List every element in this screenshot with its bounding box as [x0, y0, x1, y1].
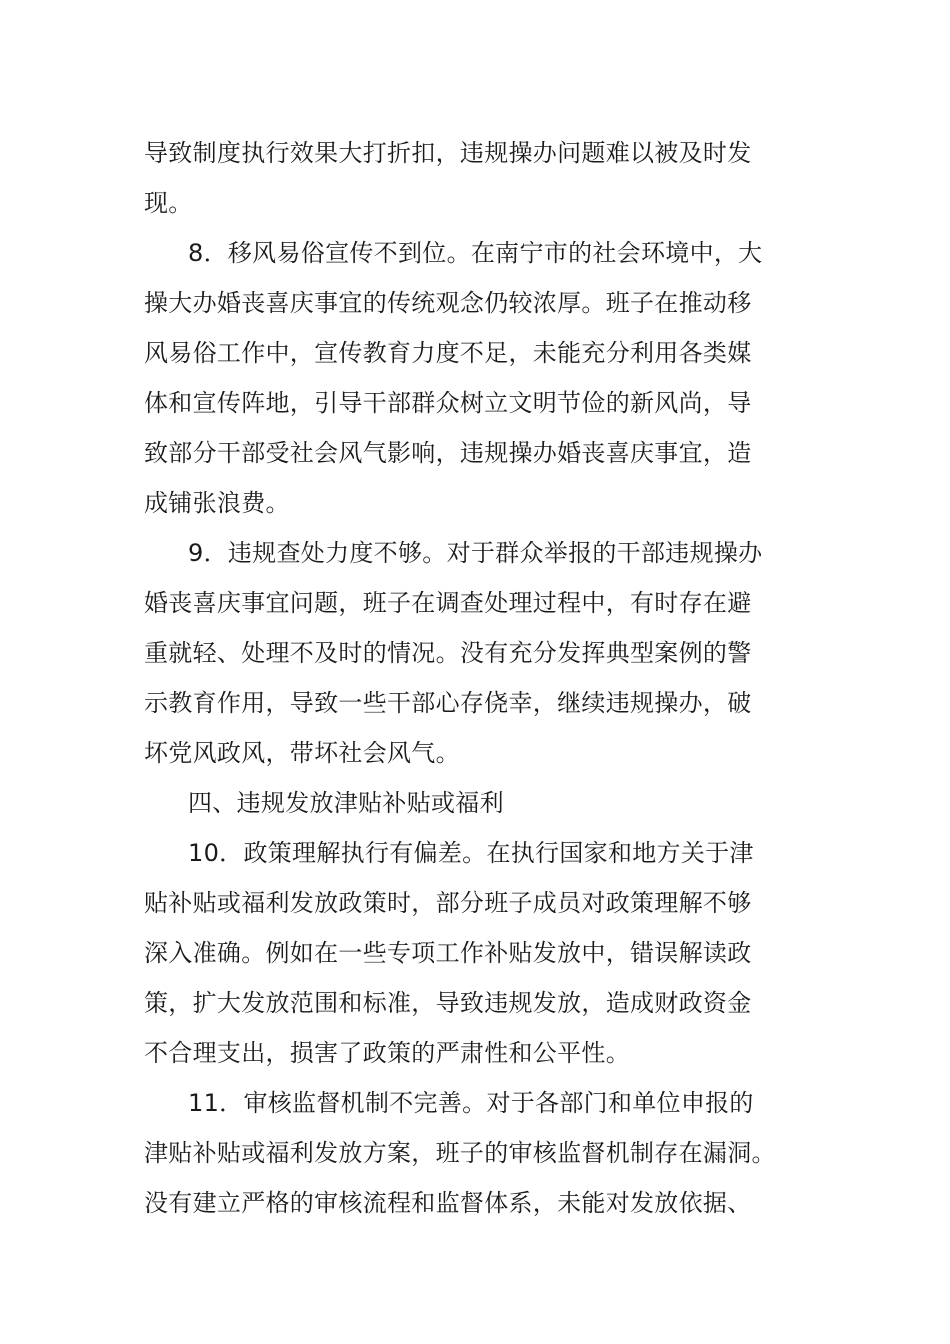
- text-line: 不合理支出，损害了政策的严肃性和公平性。: [144, 1039, 630, 1067]
- paragraph-9-start: 9．违规查处力度不够。对于群众举报的干部违规操办: [188, 539, 763, 567]
- section-heading: 四、违规发放津贴补贴或福利: [188, 789, 504, 817]
- text-line: 婚丧喜庆事宜问题，班子在调查处理过程中，有时存在避: [144, 589, 752, 617]
- text-line: 深入准确。例如在一些专项工作补贴发放中，错误解读政: [144, 939, 752, 967]
- text-line: 坏党风政风，带坏社会风气。: [144, 739, 460, 767]
- text-line: 体和宣传阵地，引导干部群众树立文明节俭的新风尚，导: [144, 389, 752, 417]
- document-body: [144, 128, 794, 1228]
- text-line: 致部分干部受社会风气影响，违规操办婚丧喜庆事宜，造: [144, 439, 752, 467]
- paragraph-8-start: 8．移风易俗宣传不到位。在南宁市的社会环境中，大: [188, 239, 763, 267]
- text-line: 风易俗工作中，宣传教育力度不足，未能充分利用各类媒: [144, 339, 752, 367]
- text-line: 贴补贴或福利发放政策时，部分班子成员对政策理解不够: [144, 889, 752, 917]
- text-line: 津贴补贴或福利发放方案，班子的审核监督机制存在漏洞。: [144, 1139, 776, 1167]
- text-line: 没有建立严格的审核流程和监督体系，未能对发放依据、: [144, 1189, 752, 1217]
- text-line: 策，扩大发放范围和标准，导致违规发放，造成财政资金: [144, 989, 752, 1017]
- text-line: 操大办婚丧喜庆事宜的传统观念仍较浓厚。班子在推动移: [144, 289, 752, 317]
- text-line: 成铺张浪费。: [144, 489, 290, 517]
- text-line: 导致制度执行效果大打折扣，违规操办问题难以被及时发: [144, 139, 752, 167]
- paragraph-11-start: 11．审核监督机制不完善。对于各部门和单位申报的: [188, 1089, 754, 1117]
- paragraph-10-start: 10．政策理解执行有偏差。在执行国家和地方关于津: [188, 839, 754, 867]
- text-line: 现。: [144, 189, 193, 217]
- text-line: 重就轻、处理不及时的情况。没有充分发挥典型案例的警: [144, 639, 752, 667]
- text-line: 示教育作用，导致一些干部心存侥幸，继续违规操办，破: [144, 689, 752, 717]
